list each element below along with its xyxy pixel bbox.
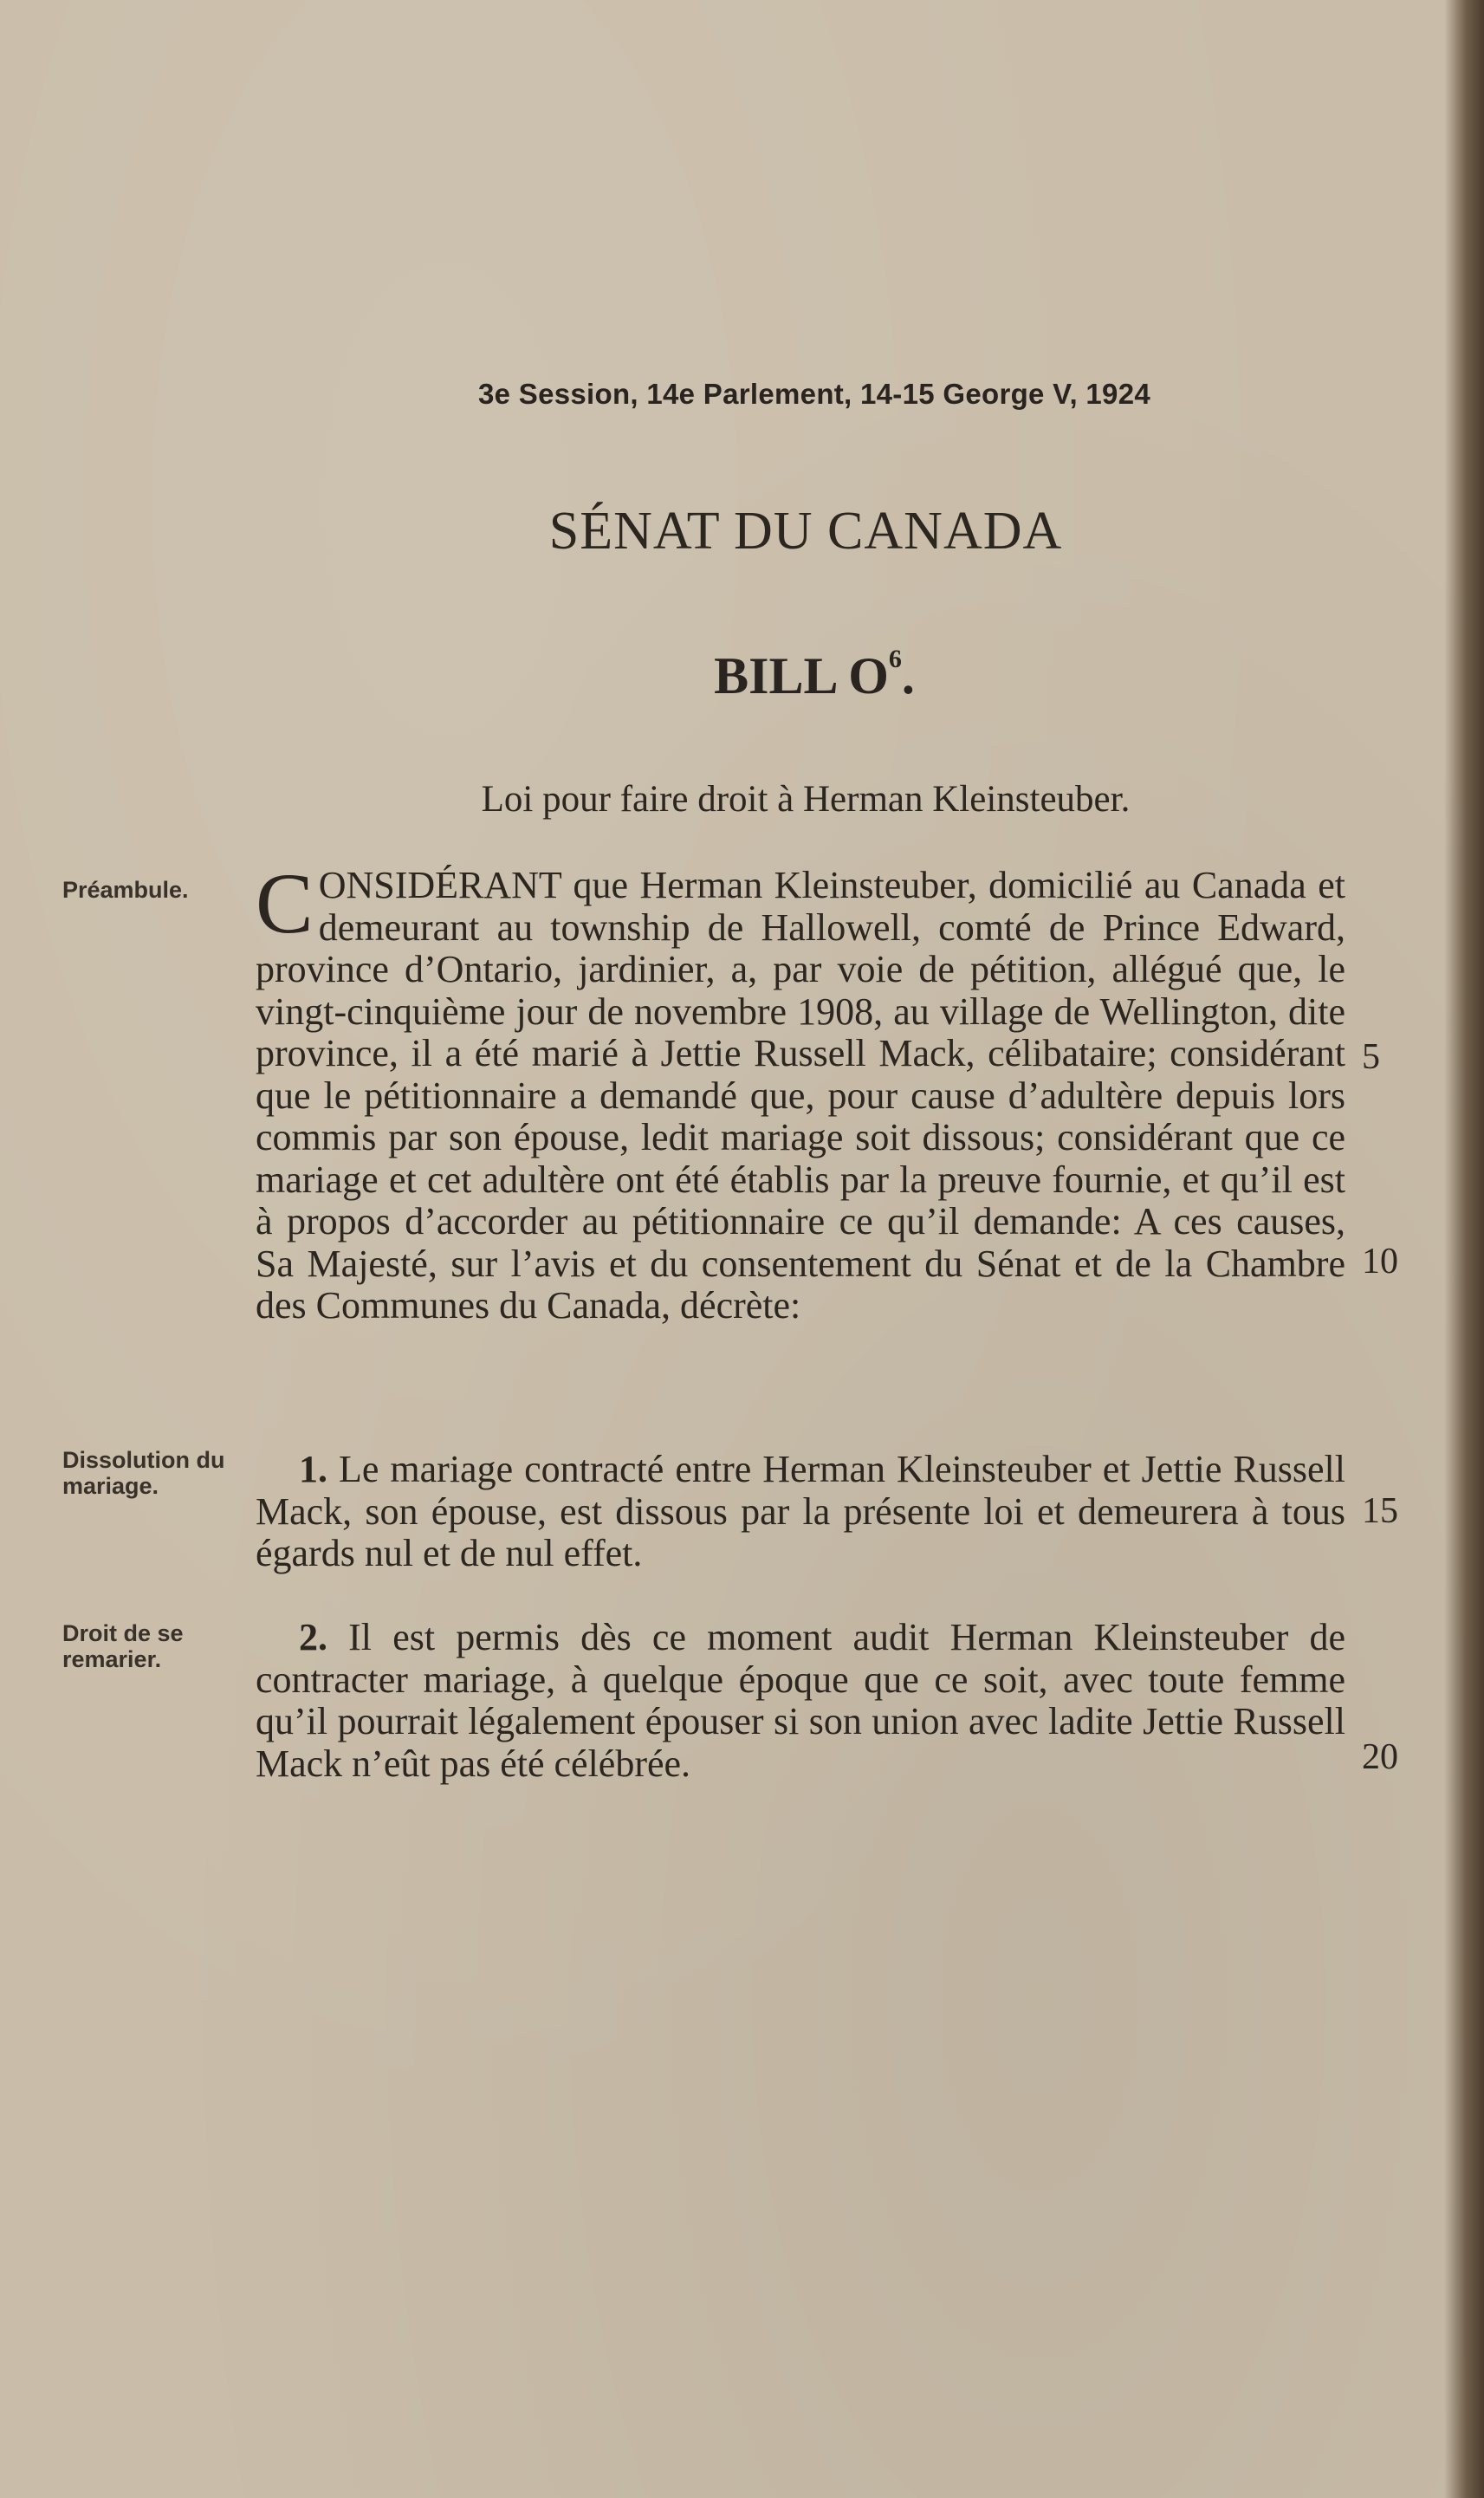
section-1-number: 1.: [299, 1448, 327, 1490]
session-header: 3e Session, 14e Parlement, 14-15 George V, 1924: [478, 378, 1150, 410]
line-number-10: 10: [1362, 1242, 1398, 1281]
drop-cap: C: [256, 855, 314, 951]
line-number-20: 20: [1362, 1737, 1398, 1777]
bill-number-main: BILL O: [714, 647, 889, 704]
bill-title: Loi pour faire droit à Herman Kleinsteuber.: [481, 779, 1131, 820]
bill-number-period: .: [901, 647, 915, 704]
senate-heading: SÉNAT DU CANADA: [548, 502, 1063, 561]
section-2-paragraph: [256, 1617, 1345, 1785]
section-2-number: 2.: [299, 1616, 327, 1658]
margin-note-remarry: Droit de se remarier.: [62, 1620, 184, 1672]
bill-number: [554, 645, 1074, 706]
line-number-5: 5: [1362, 1037, 1380, 1077]
margin-note-dissolution: Dissolution du mariage.: [62, 1447, 225, 1499]
line-number-15: 15: [1362, 1491, 1398, 1531]
preamble-paragraph: [256, 855, 1345, 1327]
preamble-text: ONSIDÉRANT que Herman Kleinsteuber, domicilié au Canada et demeurant au township de Hallowell, comté de Prince Edward, province d’Ontario, jardinier, a, par voie de pétition, allégué que, le vingt-cinquième jour de novembre 1908, au village de Wellington, dite province, il a été marié à Jettie Russell Mack, célibataire; considérant que le pétitionnaire a demandé que, pour cause d’adultère depuis lors commis par son épouse, ledit mariage soit dissous; considérant que ce mariage et cet adultère ont été établis par la preuve fournie, et qu’il est à propos d’accorder au pétitionnaire ce qu’il demande: A ces causes, Sa Majesté, sur l’avis et du consentement du Sénat et de la Chambre des Communes du Canada, décrète:: [256, 864, 1345, 1327]
section-1-paragraph: [256, 1449, 1345, 1575]
bill-number-superscript: 6: [888, 645, 902, 673]
book-spine-shadow: [1444, 0, 1484, 2498]
margin-note-preamble: Préambule.: [62, 877, 189, 903]
section-2-text: Il est permis dès ce moment audit Herman Kleinsteuber de contracter mariage, à quelque époque que ce soit, avec toute femme qu’il pourrait légalement épouser si son union avec ladite Jettie Russell Mack n’eût pas été célébrée.: [256, 1616, 1346, 1785]
section-1-text: Le mariage contracté entre Herman Kleinsteuber et Jettie Russell Mack, son épouse, est dissous par la présente loi et demeurera à tous égards nul et de nul effet.: [256, 1448, 1345, 1574]
